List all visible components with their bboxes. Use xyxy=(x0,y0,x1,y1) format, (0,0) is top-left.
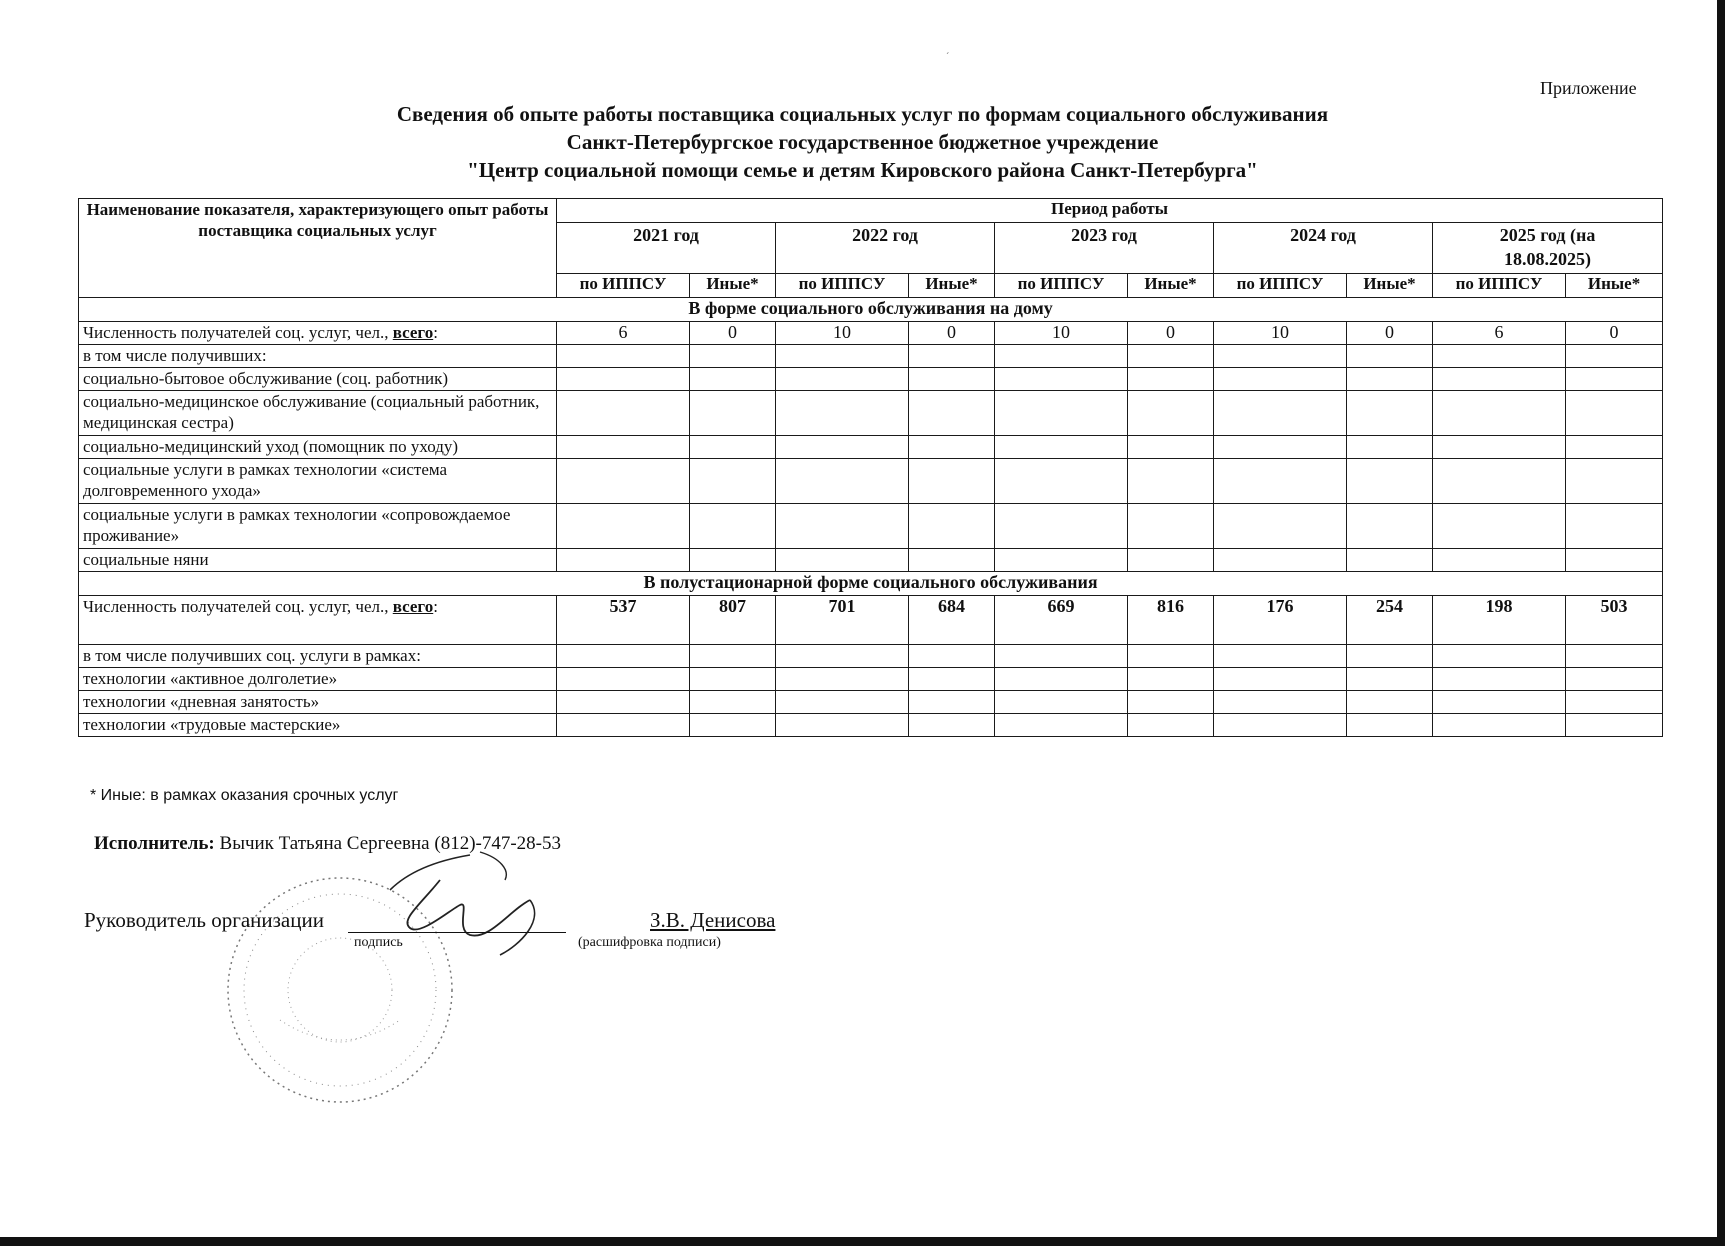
indicator-name-header: Наименование показателя, характеризующего опыт работы поставщика социальных услуг xyxy=(79,199,557,298)
value-cell: 6 xyxy=(557,322,690,345)
page-edge-bottom xyxy=(0,1237,1725,1246)
table-row xyxy=(79,504,1663,549)
value-cell: 537 xyxy=(557,596,690,645)
signatory-name: З.В. Денисова xyxy=(650,908,776,932)
year-header-2021: 2021 год xyxy=(557,223,776,274)
subheader-other: Иные* xyxy=(909,274,995,298)
value-cell: 684 xyxy=(909,596,995,645)
subheader-ippsu: по ИППСУ xyxy=(1433,274,1566,298)
table-row xyxy=(79,596,1663,645)
row-label: в том числе получивших соц. услуги в рамках: xyxy=(79,645,557,668)
subheader-ippsu: по ИППСУ xyxy=(995,274,1128,298)
signatory-name-caption: (расшифровка подписи) xyxy=(578,935,721,950)
row-label-total-semistationary: Численность получателей соц. услуг, чел., всего: xyxy=(79,596,557,645)
row-label: технологии «дневная занятость» xyxy=(79,691,557,714)
document-title-line-1: Сведения об опыте работы поставщика социальных услуг по формам социального обслуживания xyxy=(396,102,1329,126)
performer-label: Исполнитель: xyxy=(94,833,215,854)
table-row xyxy=(79,645,1663,668)
value-cell: 10 xyxy=(776,322,909,345)
row-label: социально-медицинское обслуживание (социальный работник, медицинская сестра) xyxy=(79,391,557,436)
year-header-2023: 2023 год xyxy=(995,223,1214,274)
experience-table xyxy=(78,198,1663,737)
subheader-other: Иные* xyxy=(690,274,776,298)
row-label: технологии «трудовые мастерские» xyxy=(79,714,557,737)
value-cell: 10 xyxy=(1214,322,1347,345)
head-of-organization-label: Руководитель организации xyxy=(84,908,324,932)
table-row xyxy=(79,322,1663,345)
performer-name-phone: Вычик Татьяна Сергеевна (812)-747-28-53 xyxy=(219,833,561,854)
value-cell: 0 xyxy=(690,322,776,345)
table-row xyxy=(79,391,1663,436)
year-header-2022: 2022 год xyxy=(776,223,995,274)
footnote: * Иные: в рамках оказания срочных услуг xyxy=(90,787,399,804)
table-row xyxy=(79,368,1663,391)
section-semistationary-title: В полустационарной форме социального обслуживания xyxy=(79,572,1663,596)
subheader-ippsu: по ИППСУ xyxy=(557,274,690,298)
year-header-2025: 2025 год (на 18.08.2025) xyxy=(1433,223,1663,274)
value-cell: 6 xyxy=(1433,322,1566,345)
row-label: технологии «активное долголетие» xyxy=(79,668,557,691)
value-cell: 807 xyxy=(690,596,776,645)
section-home-service-title: В форме социального обслуживания на дому xyxy=(79,298,1663,322)
appendix-label: Приложение xyxy=(1540,78,1637,98)
scan-speck: ´ xyxy=(946,52,950,63)
document-title-line-3: "Центр социальной помощи семье и детям Кировского района Санкт-Петербурга" xyxy=(467,158,1258,182)
row-label-total-home: Численность получателей соц. услуг, чел., всего: xyxy=(79,322,557,345)
subheader-ippsu: по ИППСУ xyxy=(1214,274,1347,298)
row-label: социально-медицинский уход (помощник по уходу) xyxy=(79,436,557,459)
row-label: в том числе получивших: xyxy=(79,345,557,368)
handwritten-signature xyxy=(380,850,580,960)
value-cell: 198 xyxy=(1433,596,1566,645)
year-header-2024: 2024 год xyxy=(1214,223,1433,274)
value-cell: 816 xyxy=(1128,596,1214,645)
table-row xyxy=(79,668,1663,691)
value-cell: 10 xyxy=(995,322,1128,345)
value-cell: 0 xyxy=(1566,322,1663,345)
subheader-other: Иные* xyxy=(1128,274,1214,298)
row-label: социальные услуги в рамках технологии «система долговременного ухода» xyxy=(79,459,557,504)
value-cell: 701 xyxy=(776,596,909,645)
signature-line xyxy=(348,932,566,933)
table-row xyxy=(79,436,1663,459)
value-cell: 254 xyxy=(1347,596,1433,645)
value-cell: 0 xyxy=(1128,322,1214,345)
row-label: социальные няни xyxy=(79,549,557,572)
value-cell: 0 xyxy=(1347,322,1433,345)
value-cell: 0 xyxy=(909,322,995,345)
table-row xyxy=(79,345,1663,368)
subheader-ippsu: по ИППСУ xyxy=(776,274,909,298)
signature-caption: подпись xyxy=(354,935,403,950)
value-cell: 176 xyxy=(1214,596,1347,645)
table-row xyxy=(79,459,1663,504)
row-label: социальные услуги в рамках технологии «сопровождаемое проживание» xyxy=(79,504,557,549)
page-edge-right xyxy=(1717,0,1725,1246)
table-row xyxy=(79,549,1663,572)
value-cell: 669 xyxy=(995,596,1128,645)
table-row xyxy=(79,714,1663,737)
subheader-other: Иные* xyxy=(1566,274,1663,298)
document-title-line-2: Санкт-Петербургское государственное бюджетное учреждение xyxy=(566,130,1159,154)
subheader-other: Иные* xyxy=(1347,274,1433,298)
period-header: Период работы xyxy=(557,199,1663,223)
row-label: социально-бытовое обслуживание (соц. работник) xyxy=(79,368,557,391)
table-row xyxy=(79,691,1663,714)
value-cell: 503 xyxy=(1566,596,1663,645)
